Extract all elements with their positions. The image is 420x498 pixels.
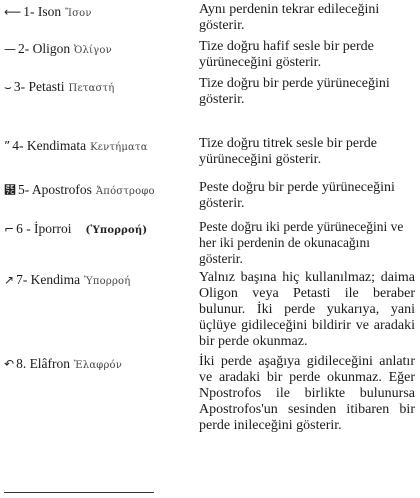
entry-8-name: 8. Elâfron [16,356,71,371]
entry-8-greek: Ἐλαφρόν [74,360,123,371]
entry-7-name: 7- Kendima [16,272,81,287]
entry-5-name: 5- Apostrofos [18,182,92,197]
entry-2-label [4,41,112,58]
entry-1-name: 1- Ison [23,4,62,19]
entry-3-label [4,79,114,96]
entry-2-greek: Ὀλίγον [74,45,112,56]
kendimata-symbol-icon: ˮ [4,139,11,153]
entry-1-description: Aynı perdenin tekrar edileceğini gösterir. [199,2,380,33]
petasti-symbol-icon: ⌣ [4,80,12,94]
entry-7-greek: Ὑπορροή [84,276,131,287]
entry-1-label [4,4,92,21]
oligon-symbol-icon: — [4,42,16,56]
entry-6-label [4,221,147,238]
entry-4-greek: Κεντήματα [90,142,148,153]
entry-8-label [4,356,122,373]
ison-symbol-icon: ⟵ [4,5,22,19]
entry-7-label [4,272,130,289]
kendima-symbol-icon: ↗ [4,273,15,287]
entry-6-description: Peste doğru iki perde yürüneceğini ve her iki perdenin de okunacağını gösterir. [199,219,404,266]
entry-6-greek: (Ὑπορροή) [85,225,148,236]
elafron-symbol-icon: ↶ [4,357,15,371]
entry-4-label [4,138,148,155]
entry-7-description: Yalnız başına hiç kullanılmaz; daima Oligon veya Petasti ile beraber bulunur. İki perde yukarıya, yani üçlüye gidileceğini bildirir ve aradaki bir perde okunmaz. [199,270,415,349]
apostrofos-symbol-icon: ⹼ [4,183,16,197]
entry-6-name: 6 - İporroi [16,221,72,236]
entry-2-description: Tize doğru hafif sesle bir perde yürüneceğini gösterir. [199,39,374,70]
iporroi-symbol-icon: ⌐ [4,222,15,236]
entry-8-description: İki perde aşağıya gidileceğini anlatır ve aradaki bir perde okunmaz. Eğer Npostrofos ile birlikte bulunursa Apostrofos'un sesinden itibaren bir perde inileceğini gösterir. [199,354,415,433]
entry-5-description: Peste doğru bir perde yürüneceğini gösterir. [199,180,395,211]
entry-3-greek: Πεταστή [68,83,115,94]
entry-3-name: 3- Petasti [13,79,65,94]
entry-4-description: Tize doğru titrek sesle bir perde yürüneceğini gösterir. [199,136,377,167]
footnote-rule [4,492,154,493]
entry-5-greek: Ἀπόστροφο [95,186,155,197]
entry-5-label [4,182,155,199]
entry-3-description: Tize doğru bir perde yürüneceğini gösterir. [199,76,390,107]
entry-2-name: 2- Oligon [18,41,71,56]
entry-4-name: 4- Kendimata [12,138,87,153]
entry-1-greek: Ἴσον [65,8,92,19]
